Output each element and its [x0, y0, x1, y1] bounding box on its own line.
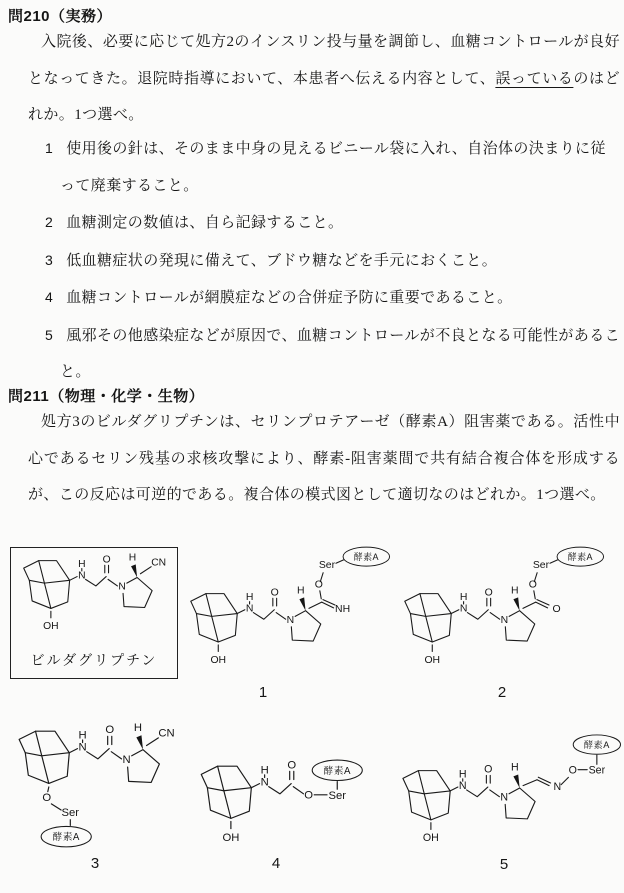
c-o-bond	[534, 591, 535, 599]
ser-label: Ser	[318, 559, 336, 571]
ser-enzyme-bond	[336, 560, 344, 563]
atom-label-n: N	[553, 780, 562, 793]
option-2-number: 2	[45, 214, 54, 230]
structure-2-diagram	[400, 545, 605, 665]
n-o-bond	[561, 777, 568, 784]
option-4-number: 4	[45, 289, 54, 305]
structure-5-diagram	[398, 733, 623, 843]
atom-label-h: H	[511, 761, 519, 774]
c-n-double-bond	[537, 780, 549, 786]
atom-label-h: H	[78, 729, 87, 742]
atom-label-h: H	[245, 592, 254, 604]
q210-intro-underlined: 誤っている	[495, 70, 574, 87]
structure-4-diagram	[196, 757, 366, 847]
atom-label-h: H	[511, 585, 519, 597]
atom-label-n: N	[458, 779, 467, 792]
ser-label: Ser	[328, 789, 347, 802]
atom-label-h: H	[459, 592, 468, 604]
atom-label-n: N	[245, 603, 254, 615]
option-5	[45, 317, 620, 391]
q211-header: 問211（物理・化学・生物）	[8, 388, 205, 405]
choice-number-5: 5	[499, 856, 509, 873]
choice-number-1: 1	[258, 684, 268, 701]
atom-label-o: O	[102, 554, 111, 566]
choice-number-4: 4	[271, 855, 281, 872]
option-1	[45, 130, 620, 204]
atom-label-oh: OH	[424, 654, 441, 665]
atom-label-nh: NH	[335, 604, 351, 616]
ser-label: Ser	[61, 807, 80, 820]
atom-label-n: N	[78, 570, 86, 582]
option-2	[45, 204, 620, 242]
enzyme-label: 酵素A	[52, 832, 80, 844]
atom-label-h: H	[260, 764, 269, 777]
atom-label-o: O	[304, 789, 313, 802]
enzyme-label: 酵素A	[323, 765, 351, 777]
choice-structure-4	[196, 757, 366, 847]
atom-label-n: N	[78, 741, 87, 754]
c2-cim-bond	[309, 602, 322, 608]
option-1-text: 使用後の針は、そのまま中身の見えるビニール袋に入れ、自治体の決まりに従って廃棄すること。	[60, 141, 606, 194]
q210-options	[0, 130, 620, 391]
choice-number-2: 2	[497, 684, 507, 701]
choice-number-3: 3	[90, 855, 100, 872]
vildagliptin-structure	[19, 552, 169, 633]
ser-enzyme-bond	[550, 560, 558, 563]
vildagliptin-reference-box	[10, 547, 178, 679]
atom-label-n: N	[122, 753, 131, 766]
c2-cc-bond	[523, 602, 536, 608]
atom-label-n: N	[286, 615, 295, 627]
atom-label-oh: OH	[43, 621, 59, 633]
structure-1-diagram	[186, 545, 391, 665]
atom-label-n: N	[260, 776, 269, 789]
atom-label-h: H	[78, 559, 86, 571]
cn-bond	[140, 567, 151, 574]
atom-label-o: O	[528, 579, 537, 591]
enzyme-label: 酵素A	[583, 739, 610, 750]
atom-label-n: N	[118, 581, 126, 593]
atom-label-h: H	[133, 722, 142, 735]
q210-intro-post: のはどれか。1つ選べ。	[28, 70, 620, 123]
o-ser-bond	[51, 804, 61, 810]
option-3-text: 低血糖症状の発現に備えて、ブドウ糖などを手元におくこと。	[66, 252, 498, 269]
atom-label-h: H	[458, 768, 467, 781]
atom-label-o: O	[484, 587, 493, 599]
atom-label-cn: CN	[151, 557, 167, 569]
atom-label-o: O	[42, 791, 52, 804]
option-3-number: 3	[45, 251, 54, 268]
cn-bond	[147, 738, 159, 746]
enzyme-label: 酵素A	[353, 551, 380, 562]
option-5-text: 風邪その他感染症などが原因で、血糖コントロールが不良となる可能性があること。	[60, 327, 620, 380]
option-1-number: 1	[45, 140, 54, 156]
atom-label-oh: OH	[422, 832, 439, 843]
atom-label-n: N	[500, 615, 509, 627]
atom-label-n: N	[500, 791, 509, 804]
atom-label-o: O	[314, 579, 323, 591]
c-n-double-bond	[538, 777, 550, 783]
ser-label: Ser	[588, 764, 606, 777]
q210-intro	[28, 24, 620, 134]
option-5-number: 5	[45, 326, 54, 343]
atom-label-o: O	[287, 759, 297, 772]
c-o-bond	[293, 787, 303, 794]
enzyme-label: 酵素A	[567, 551, 594, 562]
atom-label-o: O	[270, 587, 279, 599]
ser-label: Ser	[532, 559, 550, 571]
atom-label-h: H	[128, 552, 137, 564]
choice-structure-2	[400, 545, 605, 665]
option-3	[45, 242, 620, 280]
atom-label-oh: OH	[222, 831, 240, 844]
atom-label-oh: OH	[210, 654, 227, 665]
atom-label-o: O	[552, 604, 561, 616]
atom-label-h: H	[297, 585, 305, 597]
q210-header: 問210（実務）	[8, 8, 113, 25]
atom-label-o: O	[105, 724, 115, 737]
q210-intro-pre: 入院後、必要に応じて処方2のインスリン投与量を調節し、血糖コントロールが良好となってきた。退院時指導において、本患者へ伝える内容として、	[28, 34, 620, 87]
option-4	[45, 279, 620, 317]
q211-intro: 処方3のビルダグリプチンは、セリンプロテアーゼ（酵素A）阻害薬である。活性中心であるセリン残基の求核攻撃により、酵素-阻害薬間で共有結合複合体を形成するが、この反応は可逆的である。複合体の模式図として適切なのはどれか。1つ選べ。	[28, 414, 620, 503]
atom-label-n: N	[459, 603, 468, 615]
choice-structure-1	[186, 545, 391, 665]
reference-caption: ビルダグリプチン	[30, 654, 158, 669]
atom-label-cn: CN	[158, 727, 175, 740]
choice-structure-3	[14, 722, 186, 851]
c-o-bond	[320, 591, 321, 599]
choice-structure-5	[398, 733, 623, 843]
atom-label-o: O	[568, 764, 577, 777]
atom-label-o: O	[484, 763, 493, 776]
c2-ch-bond	[523, 780, 537, 786]
structure-3-diagram	[14, 722, 186, 851]
option-2-text: 血糖測定の数値は、自ら記録すること。	[66, 215, 344, 231]
option-4-text: 血糖コントロールが網膜症などの合併症予防に重要であること。	[66, 290, 513, 306]
